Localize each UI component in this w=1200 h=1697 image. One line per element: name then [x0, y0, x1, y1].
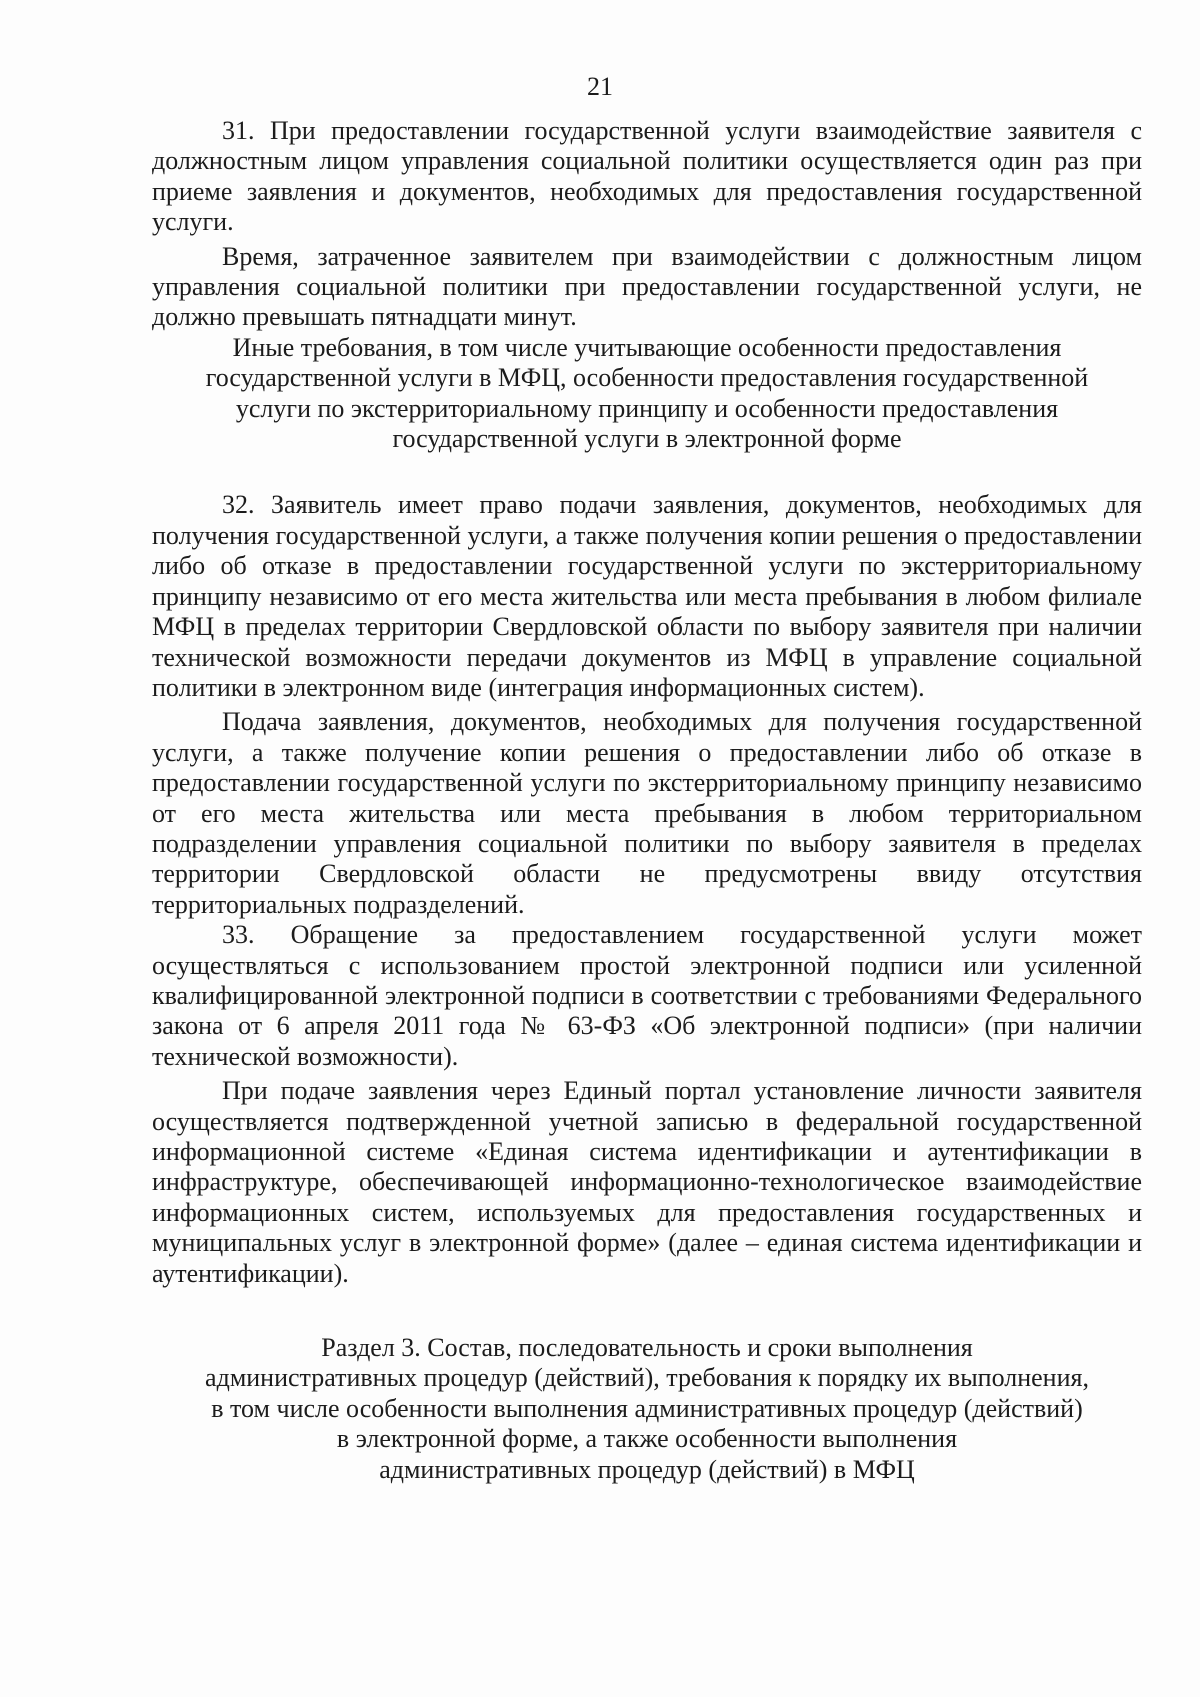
heading-line: государственной услуги в электронной форме: [392, 424, 902, 454]
paragraph-32-territorial: Подача заявления, документов, необходимых для получения государственной услуги, а также получение копии решения о предоставлении либо об отказе в предоставлении государственной услуги по экстерриториальному принципу независимо от его места жительства или места пребывания в любом территориальном подразделении управления социальной политики по выбору заявителя в пределах территории Свердловской области не предусмотрены ввиду отсутствия территориальных подразделений.: [152, 707, 1142, 919]
heading-other-requirements: [152, 333, 1142, 455]
paragraph-31: 31. При предоставлении государственной услуги взаимодействие заявителя с должностным лицом управления социальной политики осуществляется один раз при приеме заявления и документов, необходимых для предоставления государственной услуги.: [152, 116, 1142, 237]
heading-line: услуги по экстерриториальному принципу и особенности предоставления: [235, 393, 1059, 423]
heading-line: Раздел 3. Состав, последовательность и сроки выполнения: [321, 1333, 973, 1363]
heading-line: государственной услуги в МФЦ, особенности предоставления государственной: [205, 363, 1089, 393]
heading-line: Иные требования, в том числе учитывающие особенности предоставления: [232, 332, 1062, 362]
page-number: 21: [587, 72, 613, 101]
page-content: [152, 116, 1142, 1485]
heading-line: административных процедур (действий) в МФЦ: [379, 1454, 915, 1484]
section-3-heading: [152, 1333, 1142, 1485]
heading-line: в том числе особенности выполнения административных процедур (действий): [211, 1393, 1083, 1423]
paragraph-31-time-limit: Время, затраченное заявителем при взаимодействии с должностным лицом управления социальной политики при предоставлении государственной услуги, не должно превышать пятнадцати минут.: [152, 241, 1142, 332]
paragraph-33: 33. Обращение за предоставлением государственной услуги может осуществляться с использованием простой электронной подписи или усиленной квалифицированной электронной подписи в соответствии с требованиями Федерального закона от 6 апреля 2011 года № 63-ФЗ «Об электронной подписи» (при наличии технической возможности).: [152, 920, 1142, 1071]
paragraph-33-single-portal: При подаче заявления через Единый портал установление личности заявителя осуществляется подтвержденной учетной записью в федеральной государственной информационной системе «Единая система идентификации и аутентификации в инфраструктуре, обеспечивающей информационно-технологическое взаимодействие информационных систем, используемых для предоставления государственных и муниципальных услуг в электронной форме» (далее – единая система идентификации и аутентификации).: [152, 1076, 1142, 1288]
heading-line: в электронной форме, а также особенности выполнения: [336, 1424, 958, 1454]
paragraph-32: 32. Заявитель имеет право подачи заявления, документов, необходимых для получения государственной услуги, а также получения копии решения о предоставлении либо об отказе в предоставлении государственной услуги по экстерриториальному принципу независимо от его места жительства или места пребывания в любом филиале МФЦ в пределах территории Свердловской области по выбору заявителя при наличии технической возможности передачи документов из МФЦ в управление социальной политики в электронном виде (интеграция информационных систем).: [152, 490, 1142, 702]
heading-line: административных процедур (действий), требования к порядку их выполнения,: [205, 1363, 1089, 1393]
